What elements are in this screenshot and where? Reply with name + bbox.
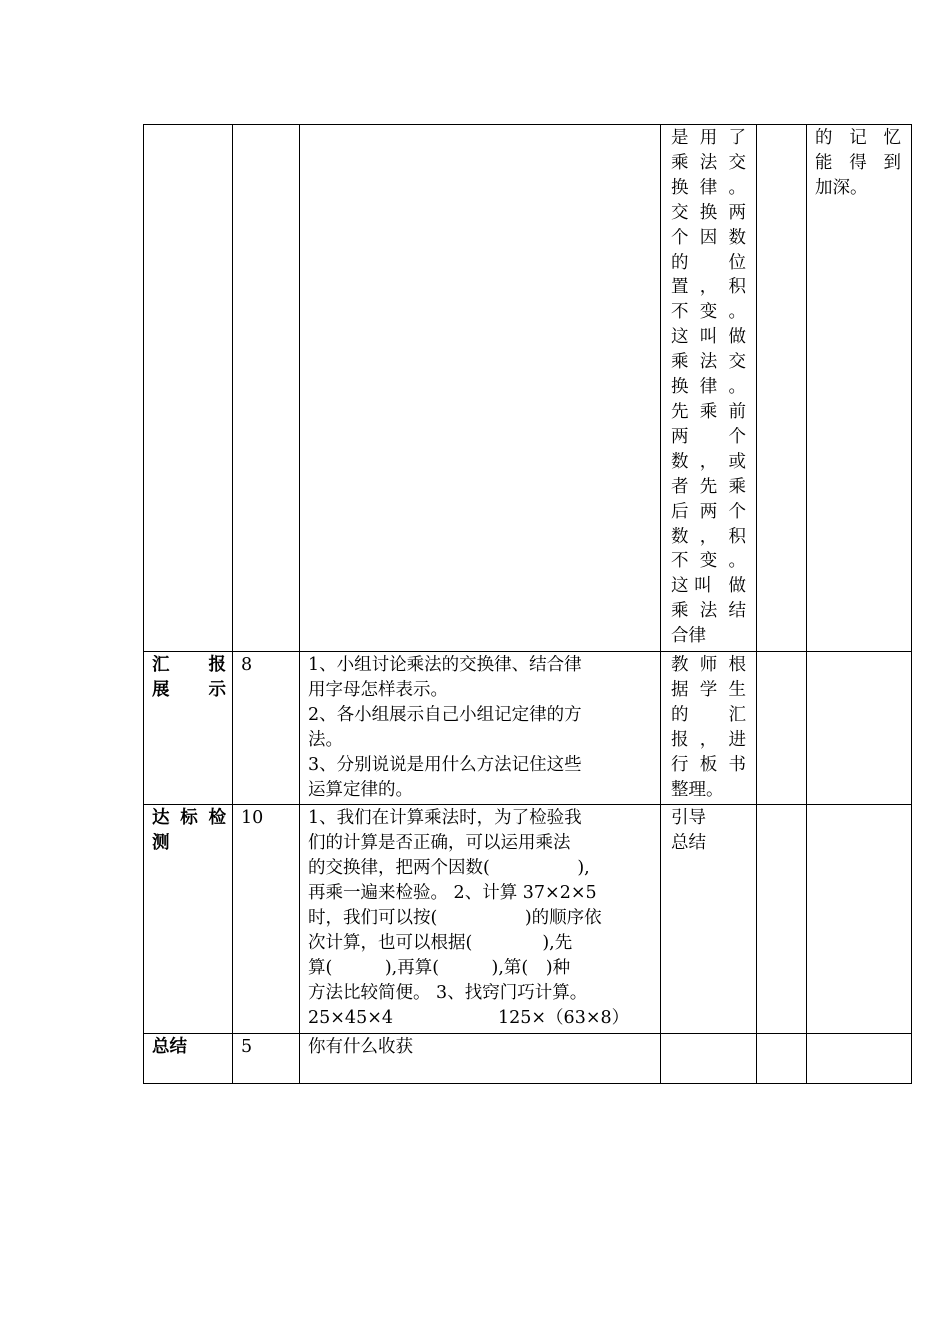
- teacher-line: 换律。: [671, 177, 746, 198]
- teacher-line: 报，进: [671, 729, 746, 750]
- col5-cell: [757, 125, 807, 652]
- col5-cell: [757, 652, 807, 805]
- teacher-line: 数，或: [671, 451, 746, 472]
- stage-cell: [144, 1033, 233, 1083]
- teacher-line: 据学生: [671, 679, 746, 700]
- note-line: 能得到: [815, 152, 901, 173]
- table-row-summary: [144, 1033, 912, 1083]
- teacher-line: 教师根: [671, 655, 746, 676]
- activity-cell: [300, 652, 661, 805]
- activity-line: 25×45×4 125×（63×8）: [308, 1007, 630, 1028]
- note-line: 的记忆: [815, 128, 901, 148]
- teacher-line: 的 位: [671, 252, 746, 273]
- stage-cell: [144, 125, 233, 652]
- table-row-continuation: [144, 125, 912, 652]
- activity-line: 2、各小组展示自己小组记定律的方: [308, 704, 582, 725]
- activity-line: 的交换律，把两个因数( ),: [308, 858, 590, 879]
- teacher-line: 两 个: [671, 426, 746, 447]
- activity-line: 时，我们可以按( )的顺序依: [308, 908, 602, 929]
- table-row-report: [144, 652, 912, 805]
- teacher-line: 后两个: [671, 501, 746, 522]
- teacher-cell: [661, 1033, 757, 1083]
- teacher-cell: [661, 805, 757, 1033]
- teacher-line: 不变。: [671, 302, 746, 323]
- table-row-assessment: [144, 805, 912, 1033]
- teacher-line: 乘法交: [671, 152, 746, 173]
- teacher-line: 不变。: [671, 551, 746, 572]
- col5-cell: [757, 1033, 807, 1083]
- note-cell: [807, 652, 912, 805]
- activity-line: 次计算，也可以根据( ),先: [308, 933, 573, 953]
- teacher-line: 行板书: [671, 754, 746, 775]
- teacher-line: 乘法交: [671, 352, 746, 373]
- teacher-line: 这叫做: [671, 327, 746, 348]
- note-line: 加深。: [815, 177, 868, 198]
- note-cell: [807, 125, 912, 652]
- stage-cell: [144, 652, 233, 805]
- teacher-line: 交换两: [671, 202, 746, 223]
- teacher-line: 总结: [671, 833, 706, 854]
- teacher-line: 整理。: [671, 779, 724, 800]
- minutes-cell: 10: [233, 805, 300, 1033]
- teacher-line: 者先乘: [671, 476, 746, 497]
- activity-line: 方法比较简便。 3、找窍门巧计算。: [308, 982, 588, 1003]
- minutes-cell: 5: [233, 1033, 300, 1083]
- activity-cell: [300, 805, 661, 1033]
- teacher-line: 先乘前: [671, 401, 746, 422]
- lesson-plan-table: [143, 124, 912, 1084]
- col5-cell: [757, 805, 807, 1033]
- teacher-line: 是用了: [671, 128, 746, 148]
- minutes-cell: 8: [233, 652, 300, 805]
- teacher-line: 引导: [671, 808, 706, 829]
- activity-line: 用字母怎样表示。: [308, 679, 448, 700]
- teacher-line: 乘法结: [671, 601, 746, 622]
- teacher-line: 的 汇: [671, 704, 746, 725]
- activity-cell: [300, 1033, 661, 1083]
- activity-line: 法。: [308, 729, 343, 750]
- activity-line: 再乘一遍来检验。 2、计算 37×2×5: [308, 883, 597, 904]
- minutes-cell: [233, 125, 300, 652]
- activity-line: 算( ),再算( ),第( )种: [308, 957, 571, 978]
- note-cell: [807, 805, 912, 1033]
- stage-label: 总结: [152, 1036, 187, 1057]
- activity-line: 运算定律的。: [308, 779, 413, 800]
- teacher-line: 置，积: [671, 277, 746, 298]
- teacher-line: 换律。: [671, 377, 746, 398]
- stage-label: 达标检: [152, 808, 226, 829]
- teacher-line: 这叫 做: [671, 576, 746, 597]
- activity-line: 们的计算是否正确，可以运用乘法: [308, 833, 571, 854]
- teacher-line: 数，积: [671, 526, 746, 547]
- stage-label: 汇 报: [152, 655, 226, 676]
- stage-label: 展 示: [152, 679, 226, 700]
- note-cell: [807, 1033, 912, 1083]
- teacher-line: 个因数: [671, 227, 746, 248]
- activity-line: 3、分别说说是用什么方法记住这些: [308, 754, 582, 775]
- activity-line: 1、我们在计算乘法时，为了检验我: [308, 808, 582, 829]
- activity-line: 你有什么收获: [308, 1036, 413, 1057]
- teacher-cell: [661, 125, 757, 652]
- activity-cell: [300, 125, 661, 652]
- teacher-line: 合律: [671, 626, 706, 647]
- activity-line: 1、小组讨论乘法的交换律、结合律: [308, 655, 582, 676]
- stage-cell: [144, 805, 233, 1033]
- teacher-cell: [661, 652, 757, 805]
- stage-label: 测: [152, 833, 170, 854]
